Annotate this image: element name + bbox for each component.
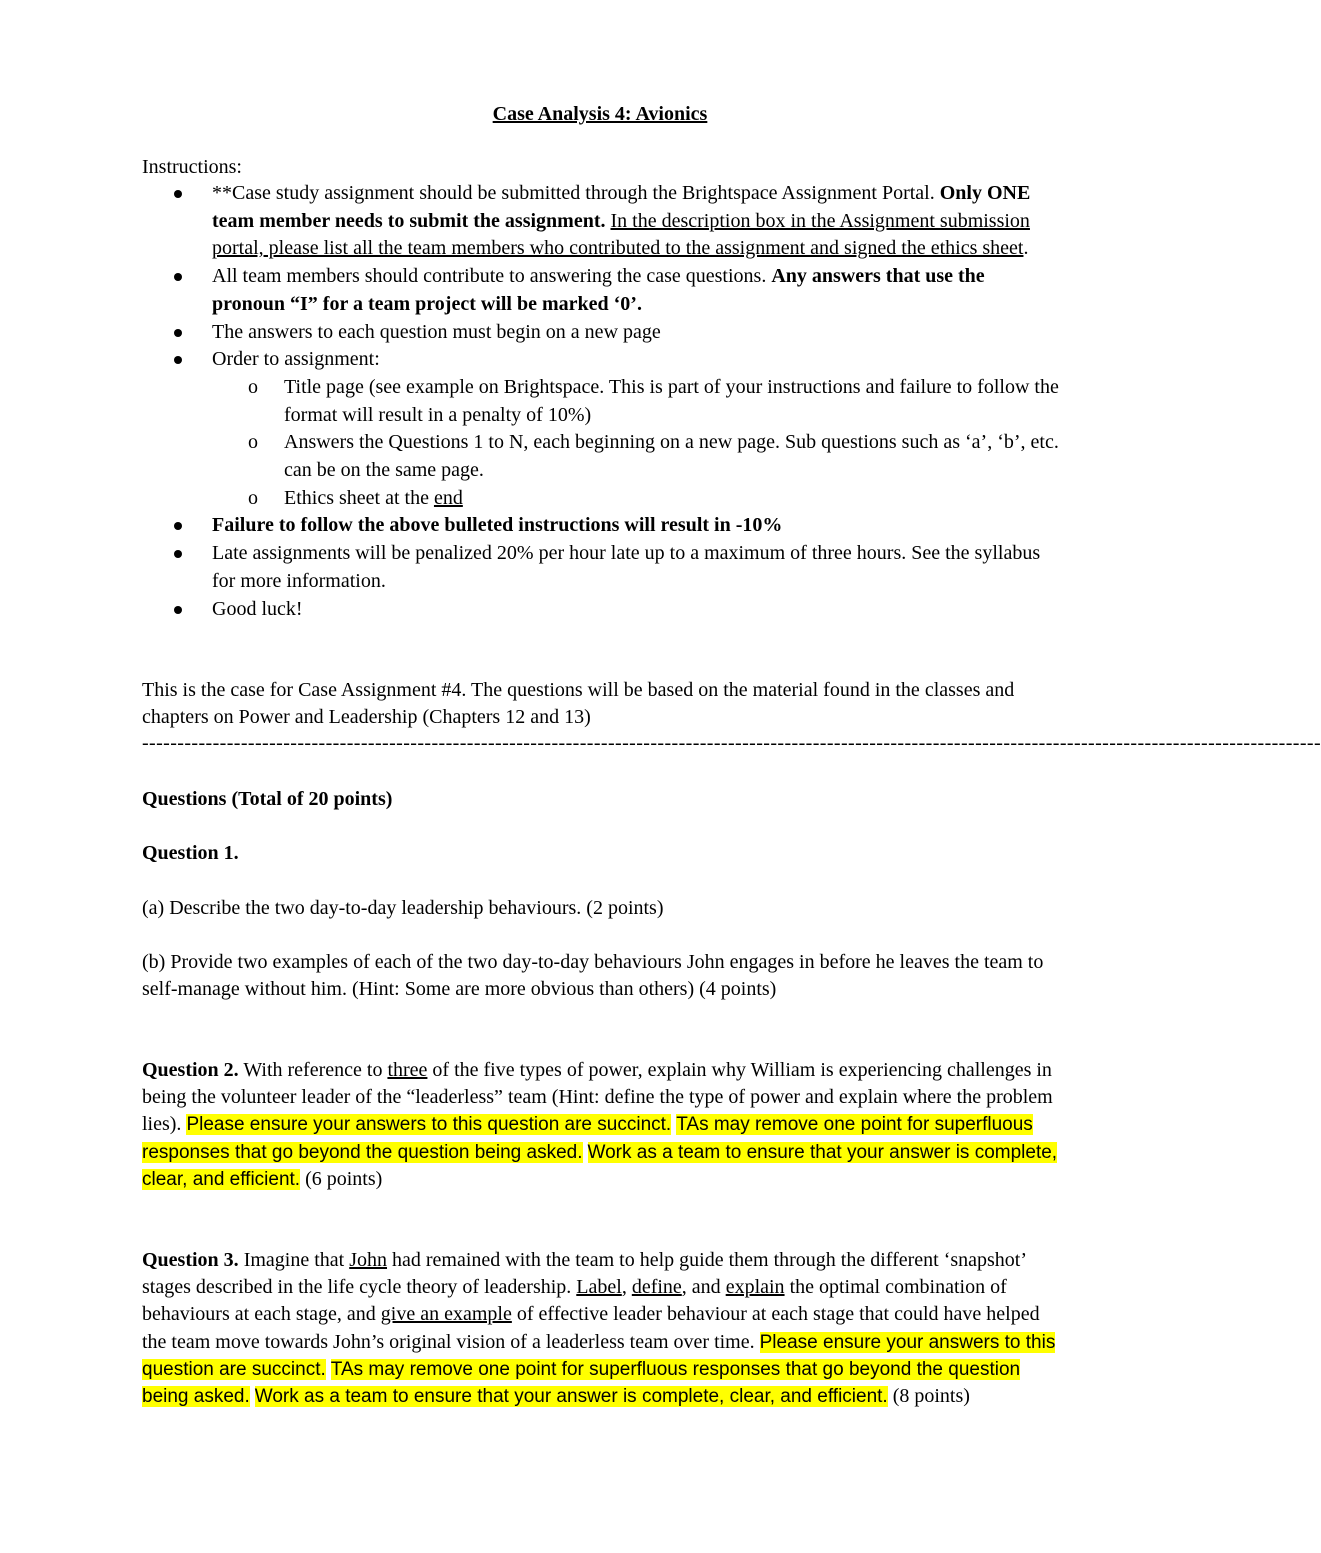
question-1-heading: Question 1. bbox=[142, 842, 239, 864]
underlined-text: explain bbox=[725, 1276, 785, 1299]
list-item: The answers to each question must begin on a new page bbox=[142, 319, 1062, 347]
bold-text: Any answers that use the pronoun “I” for a team project will be marked ‘0’. bbox=[212, 265, 985, 315]
highlighted-text: Work as a team to ensure that your answer is complete, clear, and efficient. bbox=[142, 1141, 1058, 1190]
highlighted-text: TAs may remove one point for superfluous responses that go beyond the question being asked. bbox=[142, 1358, 1021, 1408]
intro-paragraph: This is the case for Case Assignment #4. The questions will be based on the material found in the classes and chapters on Power and Leadership (Chapters 12 and 13) bbox=[142, 679, 1015, 729]
bullet-icon bbox=[174, 273, 182, 281]
underlined-text: John bbox=[349, 1249, 388, 1271]
bullet-icon bbox=[174, 190, 182, 198]
list-item: Late assignments will be penalized 20% per hour late up to a maximum of three hours. See the syllabus for more information. bbox=[142, 540, 1062, 595]
bold-text: Failure to follow the above bulleted instructions will result in -10% bbox=[212, 514, 783, 537]
question-3: Question 3. Imagine that John had remained with the team to help guide them through the different ‘snapshot’ stages described in the life cycle theory of leadership. Label, define, and explain the optimal combination of behaviours at each stage, and give an example of effective leader behaviour at each stage that could have helped the team move towards John’s original vision of a leaderless team over time. Please ensure your answers to this question are succinct. TAs may remove one point for superfluous responses that go beyond the question being asked. Work as a team to ensure that your answer is complete, clear, and efficient. (8 points) bbox=[142, 1249, 1056, 1408]
circle-bullet-icon: o bbox=[248, 486, 258, 509]
bullet-icon bbox=[174, 550, 182, 558]
underlined-text: end bbox=[433, 486, 463, 509]
instructions-list bbox=[142, 180, 1062, 623]
list-item: **Case study assignment should be submitted through the Brightspace Assignment Portal. Only ONE team member needs to submit the assignment. In the description box in the Assignment submission portal, please list all the team members who contributed to the assignment and signed the ethics sheet. bbox=[142, 180, 1062, 263]
sub-list-item: o Title page (see example on Brightspace. This is part of your instructions and failure to follow the format will result in a penalty of 10%) bbox=[248, 375, 1059, 426]
list-item: Order to assignment: o Title page (see example on Brightspace. This is part of your instructions and failure to follow the format will result in a penalty of 10%) o Answers the Questions 1 to N, each beginning on a new page. Sub questions such as ‘a’, ‘b’, etc. can be on the same page. o Ethics sheet at the end bbox=[142, 346, 1062, 512]
bullet-icon bbox=[174, 606, 182, 614]
underlined-text: three bbox=[387, 1059, 428, 1081]
bullet-icon bbox=[174, 356, 182, 364]
question-label: Question 2. bbox=[142, 1059, 239, 1081]
sub-list-item: o Ethics sheet at the end bbox=[212, 485, 1062, 513]
question-1a: (a) Describe the two day-to-day leadership behaviours. (2 points) bbox=[142, 897, 664, 919]
highlighted-text: Work as a team to ensure that your answer is complete, clear, and efficient. bbox=[254, 1386, 888, 1408]
bold-text: Only ONE team member needs to submit the assignment. bbox=[212, 182, 1031, 232]
bullet-icon bbox=[174, 329, 182, 337]
bullet-icon bbox=[174, 522, 182, 530]
document-title: Case Analysis 4: Avionics bbox=[492, 103, 708, 125]
sub-list-item: o Answers the Questions 1 to N, each beginning on a new page. Sub questions such as ‘a’, ‘b’, etc. can be on the same page. bbox=[248, 431, 1059, 482]
highlighted-text: Please ensure your answers to this question are succinct. bbox=[186, 1114, 672, 1136]
question-1b: (b) Provide two examples of each of the two day-to-day behaviours John engages in before he leaves the team to self-manage without him. (Hint: Some are more obvious than others) (4 points) bbox=[142, 951, 1044, 1001]
list-item: All team members should contribute to answering the case questions. Any answers that use the pronoun “I” for a team project will be marked ‘0’. bbox=[142, 263, 1062, 318]
underlined-text: In the description box in the Assignment submission portal, please list all the team members who contributed to the assignment and signed the ethics sheet bbox=[212, 209, 1030, 260]
list-item: Good luck! bbox=[142, 596, 1062, 624]
highlighted-text: TAs may remove one point for superfluous responses that go beyond the question being asked. bbox=[142, 1114, 1033, 1163]
questions-heading: Questions (Total of 20 points) bbox=[142, 788, 393, 810]
circle-bullet-icon: o bbox=[248, 431, 258, 454]
underlined-text: define bbox=[631, 1276, 682, 1299]
underlined-text: give an example bbox=[380, 1303, 512, 1326]
sub-list bbox=[212, 374, 1062, 513]
instructions-label: Instructions: bbox=[142, 156, 242, 178]
question-label: Question 3. bbox=[142, 1249, 239, 1271]
list-item bbox=[142, 512, 1062, 540]
highlighted-text: Please ensure your answers to this question are succinct. bbox=[142, 1331, 1056, 1380]
circle-bullet-icon: o bbox=[248, 375, 258, 398]
underlined-text: Label bbox=[576, 1276, 622, 1299]
separator-line: ----------------------------------------------------------------------------------------------------------------------------------------------------------------------- bbox=[142, 732, 1321, 754]
question-2: Question 2. With reference to three of the five types of power, explain why William is experiencing challenges in being the volunteer leader of the “leaderless” team (Hint: define the type of power and explain where the problem lies). Please ensure your answers to this question are succinct. TAs may remove one point for superfluous responses that go beyond the question being asked. Work as a team to ensure that your answer is complete, clear, and efficient. (6 points) bbox=[142, 1059, 1058, 1190]
